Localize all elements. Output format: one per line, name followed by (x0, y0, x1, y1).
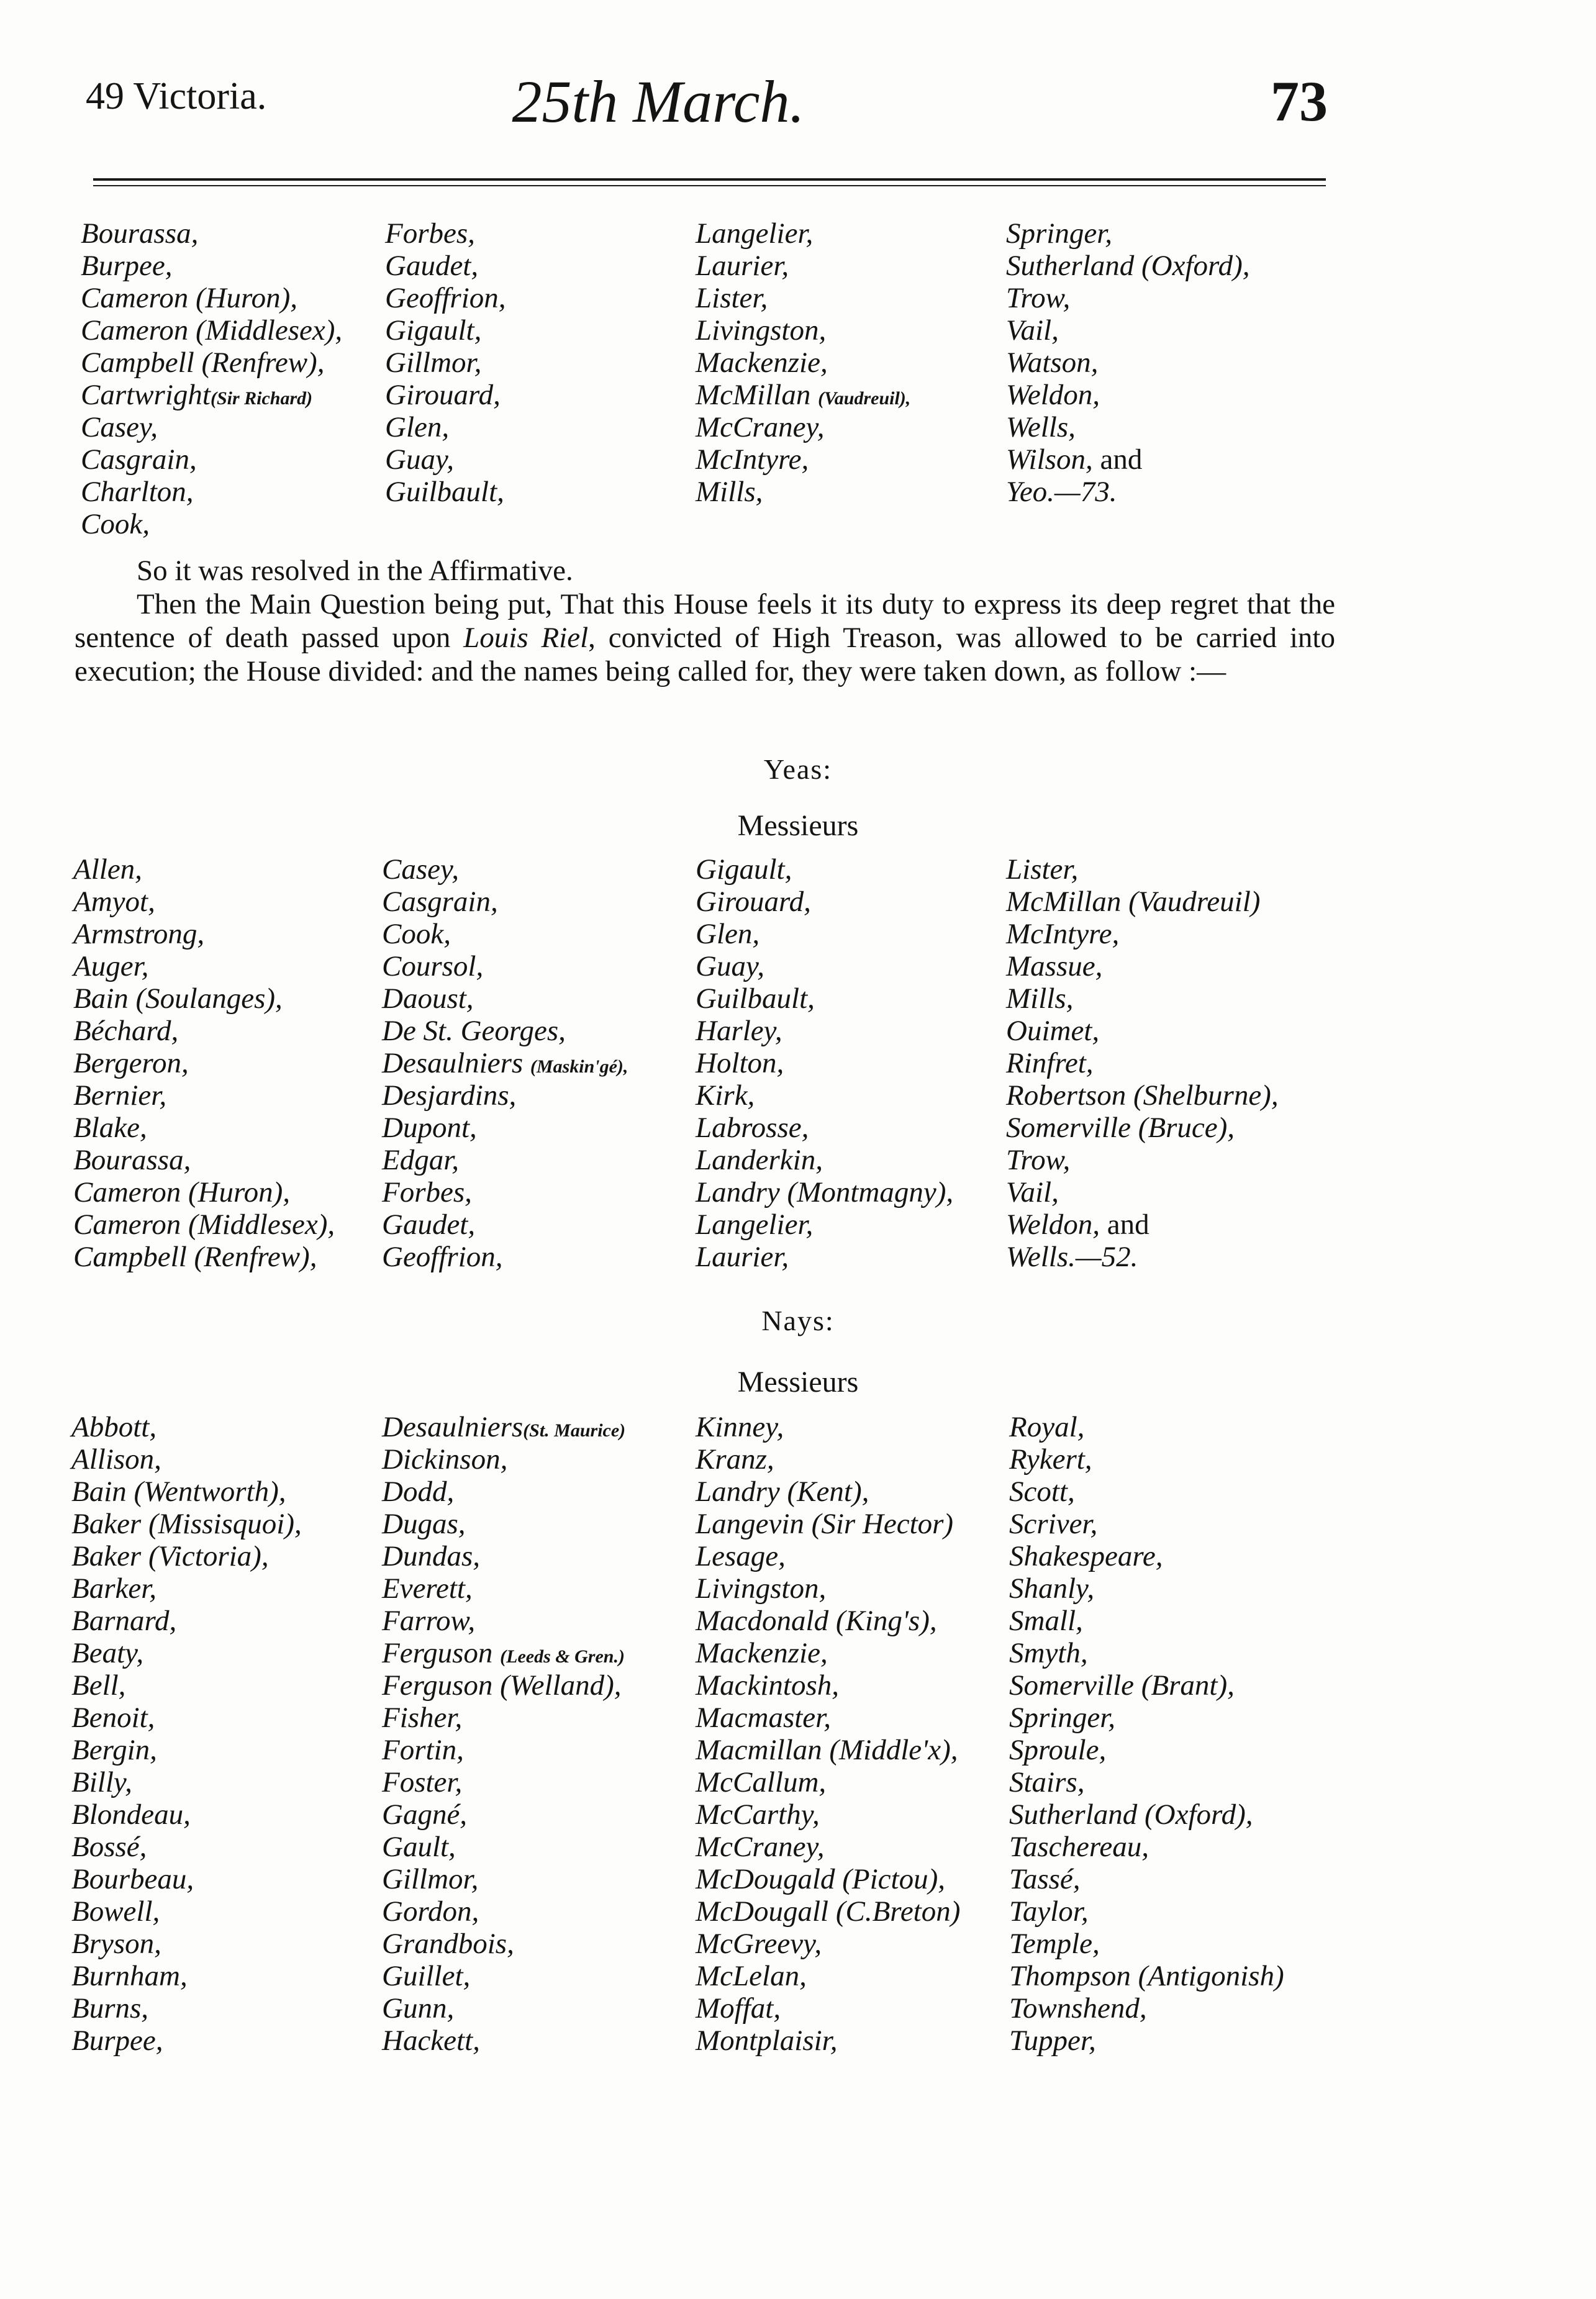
name-entry (81, 379, 342, 411)
main-question-text-3: , convicted of High Treason, was allowed to be carried into execution; the House divided: and the names being called for, they were taken down, as follow :— (75, 622, 1335, 687)
name-entry: McIntyre, (1006, 918, 1120, 950)
name-entry: Kirk, (696, 1079, 755, 1112)
name-entry: Guilbault, (385, 476, 504, 508)
name-entry: Forbes, (382, 1176, 472, 1208)
name-entry: Ouimet, (1006, 1015, 1100, 1047)
nays-subheading: Messieurs (737, 1366, 859, 1399)
name-entry: Cook, (81, 508, 150, 540)
name-entry: Coursol, (382, 950, 484, 982)
name-entry: Thompson (Antigonish) (1009, 1960, 1284, 1992)
name-entry: Lesage, (696, 1540, 786, 1572)
name-entry (1006, 443, 1249, 476)
name-entry: Fisher, (382, 1702, 463, 1734)
and-conjunction: and (1107, 1208, 1149, 1241)
name-entry: Campbell (Renfrew), (81, 347, 325, 379)
division1-col-3 (696, 217, 910, 508)
name-entry: Baker (Victoria), (71, 1540, 269, 1572)
and-conjunction: and (1100, 443, 1143, 476)
page-number: 73 (1271, 70, 1328, 133)
name-entry: Barnard, (71, 1605, 177, 1637)
name-entry: Glen, (696, 918, 760, 950)
session-label: 49 Victoria. (86, 75, 267, 117)
header-rule-thin (93, 185, 1326, 186)
name-entry: Springer, (1009, 1702, 1116, 1734)
name-entry: Scott, (1009, 1476, 1075, 1508)
name-entry: Lister, (696, 282, 768, 314)
name-entry: McLelan, (696, 1960, 807, 1992)
name-text: Desaulniers (382, 1047, 524, 1079)
name-entry: Bergeron, (73, 1047, 189, 1079)
name-entry: Sutherland (Oxford), (1009, 1798, 1253, 1831)
yeas-heading: Yeas: (763, 753, 833, 785)
name-entry: Foster, (382, 1766, 463, 1798)
name-entry: Casey, (81, 411, 158, 443)
name-entry: Wells, (1006, 411, 1076, 443)
name-entry: Forbes, (385, 217, 475, 250)
name-entry: Gaudet, (382, 1208, 476, 1241)
name-entry: Hackett, (382, 2025, 480, 2057)
nays-names (71, 1411, 1376, 2060)
name-entry: Girouard, (385, 379, 501, 411)
name-entry: Small, (1009, 1605, 1083, 1637)
name-entry: Mackintosh, (696, 1669, 840, 1702)
main-question-text-1: Then the Main Question being put, That this House feels it its duty to express its deep regret that the sentence of death passed upon (75, 588, 1335, 654)
name-entry: Ferguson (Welland), (382, 1669, 622, 1702)
name-entry: Guilbault, (696, 982, 815, 1015)
name-note: (Vaudreuil), (818, 388, 911, 409)
name-entry: Farrow, (382, 1605, 476, 1637)
name-entry: Glen, (385, 411, 450, 443)
name-entry: Harley, (696, 1015, 782, 1047)
name-entry: Guay, (385, 443, 454, 476)
name-entry: McGreevy, (696, 1928, 822, 1960)
name-entry: Dodd, (382, 1476, 455, 1508)
name-entry: Gaudet, (385, 250, 479, 282)
name-text: McMillan (696, 379, 811, 411)
name-entry: Burns, (71, 1992, 149, 2025)
name-entry: Robertson (Shelburne), (1006, 1079, 1279, 1112)
name-entry: Vail, (1006, 1176, 1059, 1208)
name-entry: Lister, (1006, 853, 1079, 886)
name-entry: Bergin, (71, 1734, 157, 1766)
name-entry: Bourbeau, (71, 1863, 194, 1895)
name-entry: Benoit, (71, 1702, 155, 1734)
name-entry: Campbell (Renfrew), (73, 1241, 317, 1273)
name-entry: Townshend, (1009, 1992, 1147, 2025)
name-entry (1006, 1208, 1279, 1241)
name-entry: Gillmor, (385, 347, 482, 379)
name-note: (Leeds & Gren.) (500, 1646, 625, 1667)
name-text: Cartwright (81, 379, 211, 411)
name-entry: Langelier, (696, 1208, 814, 1241)
name-entry: Cook, (382, 918, 451, 950)
name-entry: Bossé, (71, 1831, 147, 1863)
name-entry: Gunn, (382, 1992, 455, 2025)
name-entry: Gigault, (385, 314, 482, 347)
name-entry: Tassé, (1009, 1863, 1081, 1895)
name-entry: Bourassa, (81, 217, 199, 250)
name-entry: Vail, (1006, 314, 1059, 347)
name-entry: Burnham, (71, 1960, 188, 1992)
name-entry: McCallum, (696, 1766, 827, 1798)
nays-heading: Nays: (761, 1305, 835, 1336)
name-entry: Bain (Wentworth), (71, 1476, 286, 1508)
name-entry: Cameron (Middlesex), (73, 1208, 335, 1241)
name-entry: Mackenzie, (696, 1637, 828, 1669)
name-entry: McIntyre, (696, 443, 809, 476)
yeas-col-4 (1006, 853, 1279, 1273)
nays-col-3 (696, 1411, 960, 2057)
name-entry: Stairs, (1009, 1766, 1085, 1798)
name-entry: Somerville (Bruce), (1006, 1112, 1235, 1144)
name-entry: Holton, (696, 1047, 784, 1079)
yeas-subheading: Messieurs (737, 809, 859, 842)
name-entry: Dickinson, (382, 1443, 508, 1476)
name-entry: Springer, (1006, 217, 1113, 250)
name-text: Ferguson (382, 1637, 493, 1669)
name-text: Desaulniers (382, 1411, 524, 1443)
division1-col-2 (385, 217, 506, 508)
name-entry: Landry (Montmagny), (696, 1176, 954, 1208)
name-entry: Gigault, (696, 853, 792, 886)
name-entry (382, 1047, 628, 1079)
name-entry: Barker, (71, 1572, 157, 1605)
name-entry: Labrosse, (696, 1112, 809, 1144)
name-entry: De St. Georges, (382, 1015, 566, 1047)
name-entry: Gault, (382, 1831, 456, 1863)
name-entry: Gillmor, (382, 1863, 479, 1895)
name-entry: Fortin, (382, 1734, 464, 1766)
name-entry: Sutherland (Oxford), (1006, 250, 1250, 282)
name-entry: Mills, (1006, 982, 1074, 1015)
name-entry: Burpee, (81, 250, 173, 282)
name-entry: Taylor, (1009, 1895, 1089, 1928)
main-question-text-2: Louis Riel (463, 622, 589, 654)
name-entry: Rykert, (1009, 1443, 1092, 1476)
name-entry: Burpee, (71, 2025, 163, 2057)
main-question-paragraph (75, 587, 1335, 688)
division1-col-4 (1006, 217, 1249, 508)
name-entry: Macmaster, (696, 1702, 831, 1734)
page-date: 25th March. (512, 68, 805, 135)
name-entry: Guay, (696, 950, 764, 982)
yeas-col-1 (73, 853, 335, 1273)
name-entry: Livingston, (696, 1572, 827, 1605)
yeas-names (73, 853, 1377, 1276)
name-entry: Macdonald (King's), (696, 1605, 937, 1637)
name-entry: Dundas, (382, 1540, 480, 1572)
name-entry: Casey, (382, 853, 460, 886)
name-entry: Dugas, (382, 1508, 466, 1540)
name-entry: Trow, (1006, 282, 1071, 314)
name-entry: Cameron (Huron), (73, 1176, 290, 1208)
name-entry: McDougald (Pictou), (696, 1863, 946, 1895)
resolution-text (75, 554, 1335, 688)
name-entry: McDougall (C.Breton) (696, 1895, 961, 1928)
name-entry: Abbott, (71, 1411, 157, 1443)
name-entry: Taschereau, (1009, 1831, 1149, 1863)
header-rule-thick (93, 178, 1326, 181)
name-entry: Mackenzie, (696, 347, 828, 379)
name-entry: Allen, (73, 853, 142, 886)
name-entry: Yeo.—73. (1006, 476, 1117, 508)
name-entry: Royal, (1009, 1411, 1085, 1443)
name-entry: Auger, (73, 950, 149, 982)
name-entry: Gordon, (382, 1895, 479, 1928)
name-entry: Macmillan (Middle'x), (696, 1734, 958, 1766)
name-entry: Shakespeare, (1009, 1540, 1163, 1572)
name-entry: Watson, (1006, 347, 1099, 379)
name-entry: Trow, (1006, 1144, 1071, 1176)
name-entry: Edgar, (382, 1144, 460, 1176)
name-entry: Grandbois, (382, 1928, 514, 1960)
name-text: Weldon, (1006, 1208, 1100, 1241)
name-entry: Everett, (382, 1572, 473, 1605)
name-entry: Dupont, (382, 1112, 477, 1144)
name-entry: Armstrong, (73, 918, 205, 950)
name-entry: Cameron (Huron), (81, 282, 297, 314)
name-entry: Allison, (71, 1443, 161, 1476)
name-entry: Beaty, (71, 1637, 144, 1669)
name-entry: McCraney, (696, 1831, 825, 1863)
name-entry: Mills, (696, 476, 763, 508)
name-entry: Cameron (Middlesex), (81, 314, 343, 347)
name-entry: Charlton, (81, 476, 194, 508)
name-text: Wilson, (1006, 443, 1093, 476)
name-entry: Livingston, (696, 314, 827, 347)
name-note: (St. Maurice) (523, 1420, 626, 1441)
name-entry: Casgrain, (382, 886, 498, 918)
name-entry: Landry (Kent), (696, 1476, 869, 1508)
name-note: (Sir Richard) (210, 388, 313, 409)
name-entry: Langelier, (696, 217, 814, 250)
name-entry: Kranz, (696, 1443, 774, 1476)
name-entry: Smyth, (1009, 1637, 1088, 1669)
name-entry: Bryson, (71, 1928, 161, 1960)
name-entry: McCraney, (696, 411, 825, 443)
name-entry: Somerville (Brant), (1009, 1669, 1235, 1702)
name-entry (696, 379, 910, 411)
name-entry (382, 1637, 625, 1669)
yeas-col-3 (696, 853, 953, 1273)
name-entry: Guillet, (382, 1960, 471, 1992)
name-entry: Girouard, (696, 886, 811, 918)
nays-col-4 (1009, 1411, 1284, 2057)
name-entry: McMillan (Vaudreuil) (1006, 886, 1261, 918)
name-entry: Shanly, (1009, 1572, 1095, 1605)
name-entry: Blake, (73, 1112, 147, 1144)
name-entry: Wells.—52. (1006, 1241, 1138, 1273)
nays-col-1 (71, 1411, 302, 2057)
name-entry: Blondeau, (71, 1798, 191, 1831)
name-entry: Bell, (71, 1669, 126, 1702)
name-entry: Gagné, (382, 1798, 468, 1831)
name-entry: Bowell, (71, 1895, 160, 1928)
name-entry: Geoffrion, (382, 1241, 503, 1273)
name-entry: Daoust, (382, 982, 474, 1015)
name-entry: Kinney, (696, 1411, 784, 1443)
name-note: (Maskin'gé), (530, 1056, 628, 1077)
name-entry: Sproule, (1009, 1734, 1107, 1766)
nays-col-2 (382, 1411, 625, 2057)
yeas-col-2 (382, 853, 628, 1273)
name-entry: Weldon, (1006, 379, 1100, 411)
name-entry: Massue, (1006, 950, 1103, 982)
name-entry: Béchard, (73, 1015, 179, 1047)
name-entry: Landerkin, (696, 1144, 823, 1176)
name-entry: Bain (Soulanges), (73, 982, 283, 1015)
name-entry: Temple, (1009, 1928, 1100, 1960)
division1-names (81, 217, 1385, 553)
name-entry: Rinfret, (1006, 1047, 1094, 1079)
name-entry: Baker (Missisquoi), (71, 1508, 302, 1540)
name-entry: Moffat, (696, 1992, 781, 2025)
name-entry: Bourassa, (73, 1144, 191, 1176)
resolved-paragraph: So it was resolved in the Affirmative. (137, 555, 573, 587)
name-entry: Casgrain, (81, 443, 197, 476)
name-entry: Tupper, (1009, 2025, 1096, 2057)
name-entry: Laurier, (696, 1241, 789, 1273)
name-entry: Bernier, (73, 1079, 167, 1112)
division1-col-1 (81, 217, 342, 540)
name-entry: Geoffrion, (385, 282, 506, 314)
name-entry: Scriver, (1009, 1508, 1098, 1540)
name-entry: Billy, (71, 1766, 132, 1798)
name-entry: McCarthy, (696, 1798, 820, 1831)
name-entry: Desjardins, (382, 1079, 517, 1112)
name-entry: Amyot, (73, 886, 155, 918)
name-entry: Montplaisir, (696, 2025, 838, 2057)
name-entry (382, 1411, 625, 1443)
name-entry: Laurier, (696, 250, 789, 282)
name-entry: Langevin (Sir Hector) (696, 1508, 954, 1540)
